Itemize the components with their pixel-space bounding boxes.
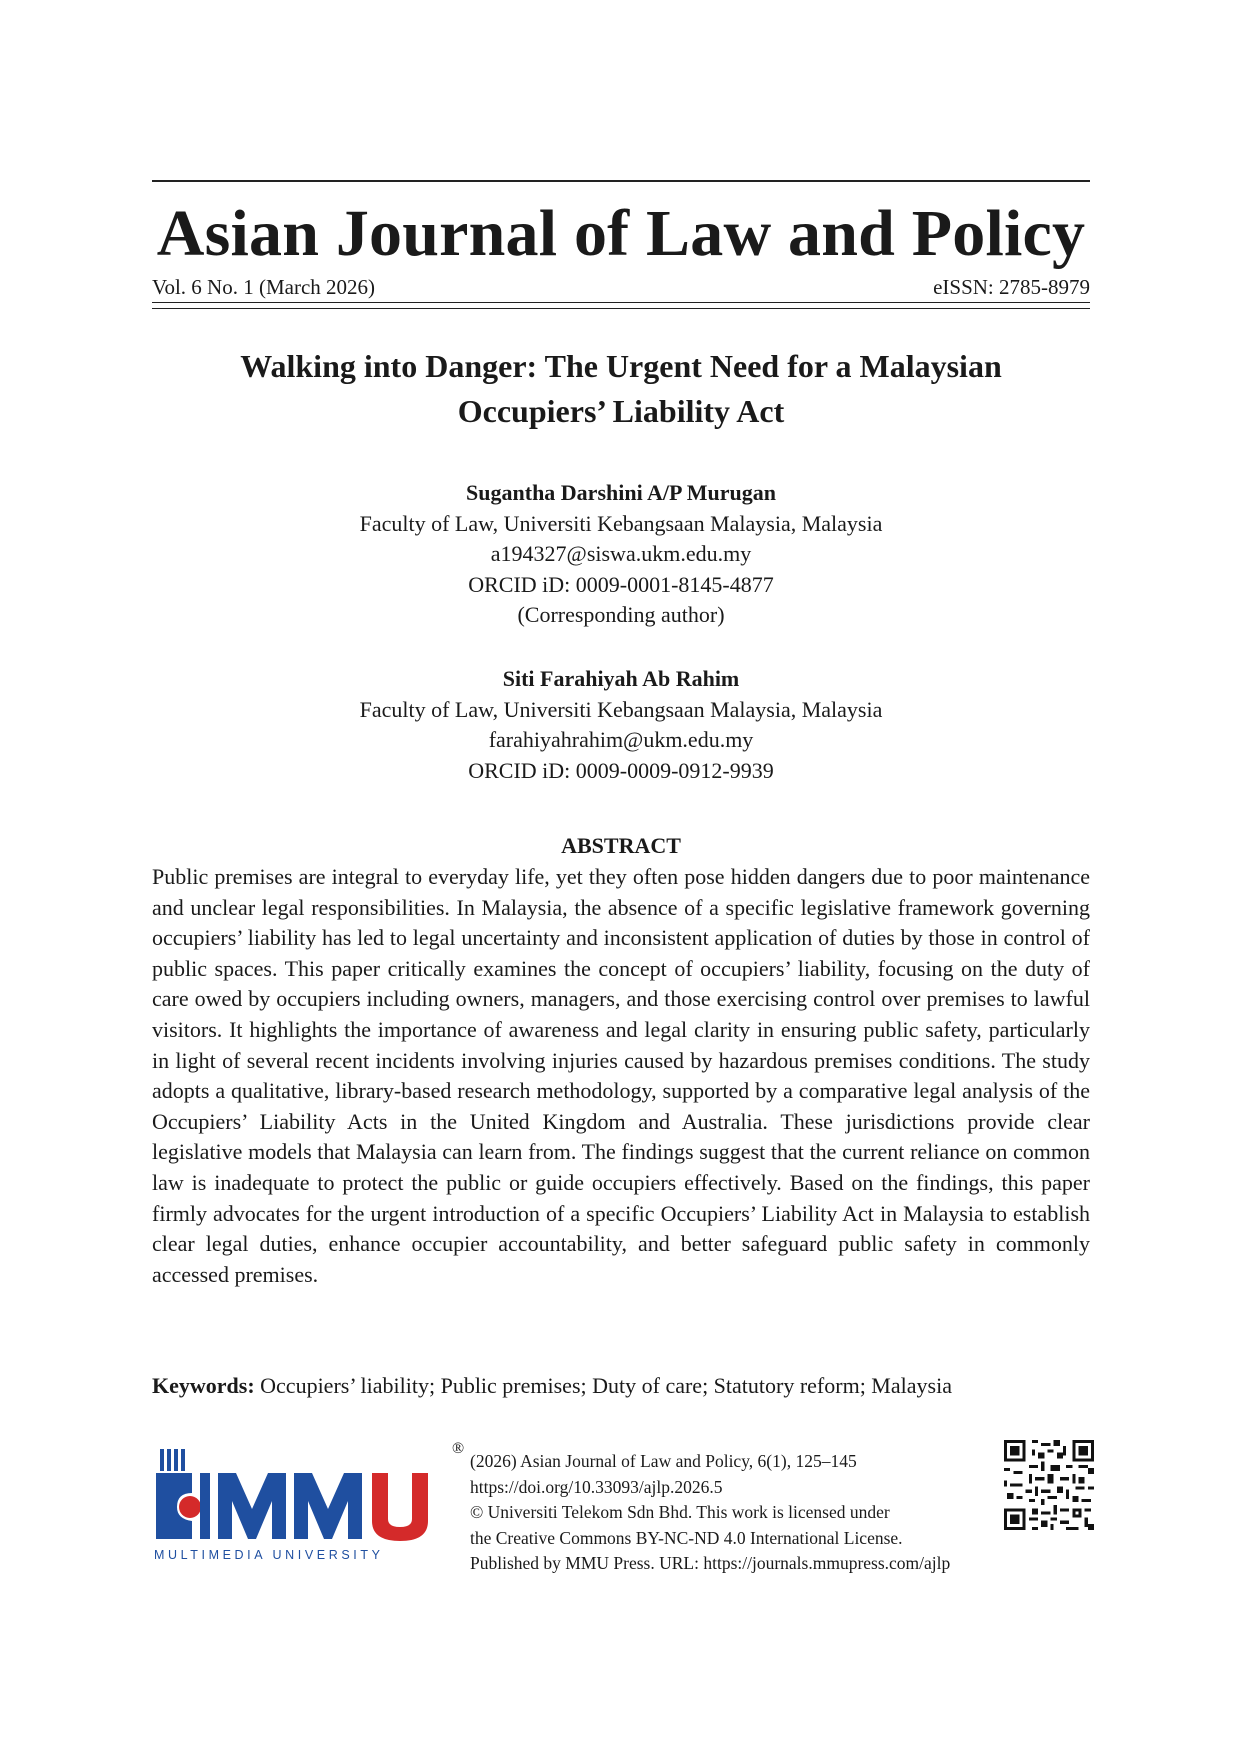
header-rule-top: [152, 180, 1090, 182]
author-block-2: [152, 664, 1090, 786]
author-block-1: [152, 478, 1090, 631]
publisher[interactable]: Published by MMU Press. URL: https://journals.mmupress.com/ajlp: [470, 1553, 951, 1573]
journal-title: Asian Journal of Law and Policy: [156, 197, 1086, 270]
author-affiliation: Faculty of Law, Universiti Kebangsaan Malaysia, Malaysia: [359, 696, 883, 722]
publication-info: [470, 1449, 990, 1577]
abstract-text: Public premises are integral to everyday life, yet they often pose hidden dangers due to poor maintenance and unclear legal responsibilities. In Malaysia, the absence of a specific legislative framework governing occupiers’ liability has led to legal uncertainty and inconsistent application of duties by those in control of public spaces. This paper critically examines the concept of occupiers’ liability, focusing on the duty of care owed by occupiers including owners, managers, and those exercising control over premises to lawful visitors. It highlights the importance of awareness and legal clarity in ensuring public safety, particularly in light of several recent incidents involving injuries caused by hazardous premises conditions. The study adopts a qualitative, library-based research methodology, supported by a comparative legal analysis of the Occupiers’ Liability Acts in the United Kingdom and Australia. These jurisdictions provide clear legislative models that Malaysia can learn from. The findings suggest that the current reliance on common law is inadequate to protect the public or guide occupiers effectively. Based on the findings, this paper firmly advocates for the urgent introduction of a specific Occupiers’ Liability Act in Malaysia to establish clear legal duties, enhance occupier accountability, and better safeguard public safety in commonly accessed premises.: [152, 864, 1090, 1287]
citation: (2026) Asian Journal of Law and Policy, 6(1), 125–145: [470, 1451, 857, 1471]
header-rule-bottom: [152, 302, 1090, 303]
article-title: [152, 344, 1090, 434]
header-rule-bottom-double: [152, 308, 1090, 309]
author-email[interactable]: a194327@siswa.ukm.edu.my: [490, 541, 752, 566]
author-orcid: ORCID iD: 0009-0001-8145-4877: [468, 571, 774, 597]
logo-mark-icon: [156, 1449, 210, 1539]
abstract-heading: ABSTRACT: [561, 833, 681, 858]
paper-page: [152, 0, 1090, 1754]
corresponding-author-note: (Corresponding author): [517, 602, 725, 627]
keywords-label: Keywords:: [152, 1373, 255, 1398]
logo-subtext: MULTIMEDIA UNIVERSITY: [154, 1548, 384, 1562]
article-title-line-1: Walking into Danger: The Urgent Need for a Malaysian: [240, 348, 1002, 384]
author-name: Sugantha Darshini A/P Murugan: [466, 480, 776, 505]
author-email[interactable]: farahiyahrahim@ukm.edu.my: [488, 727, 754, 752]
author-name: Siti Farahiyah Ab Rahim: [502, 666, 740, 691]
qr-code-icon[interactable]: [1004, 1440, 1094, 1530]
journal-volume: Vol. 6 No. 1 (March 2026): [152, 275, 376, 299]
author-orcid: ORCID iD: 0009-0009-0912-9939: [468, 757, 774, 783]
license[interactable]: the Creative Commons BY-NC-ND 4.0 International License.: [470, 1527, 903, 1548]
mmu-logo: [152, 1443, 447, 1563]
journal-issn: eISSN: 2785-8979: [933, 275, 1090, 299]
author-affiliation: Faculty of Law, Universiti Kebangsaan Malaysia, Malaysia: [359, 510, 883, 536]
keywords-text: Occupiers’ liability; Public premises; Duty of care; Statutory reform; Malaysia: [260, 1373, 952, 1398]
keywords: [152, 1371, 1090, 1401]
logo-letters: [218, 1473, 428, 1541]
doi-link[interactable]: https://doi.org/10.33093/ajlp.2026.5: [470, 1476, 723, 1497]
registered-mark: ®: [452, 1440, 465, 1457]
copyright: © Universiti Telekom Sdn Bhd. This work is licensed under: [470, 1502, 890, 1522]
article-title-line-2: Occupiers’ Liability Act: [457, 393, 785, 429]
